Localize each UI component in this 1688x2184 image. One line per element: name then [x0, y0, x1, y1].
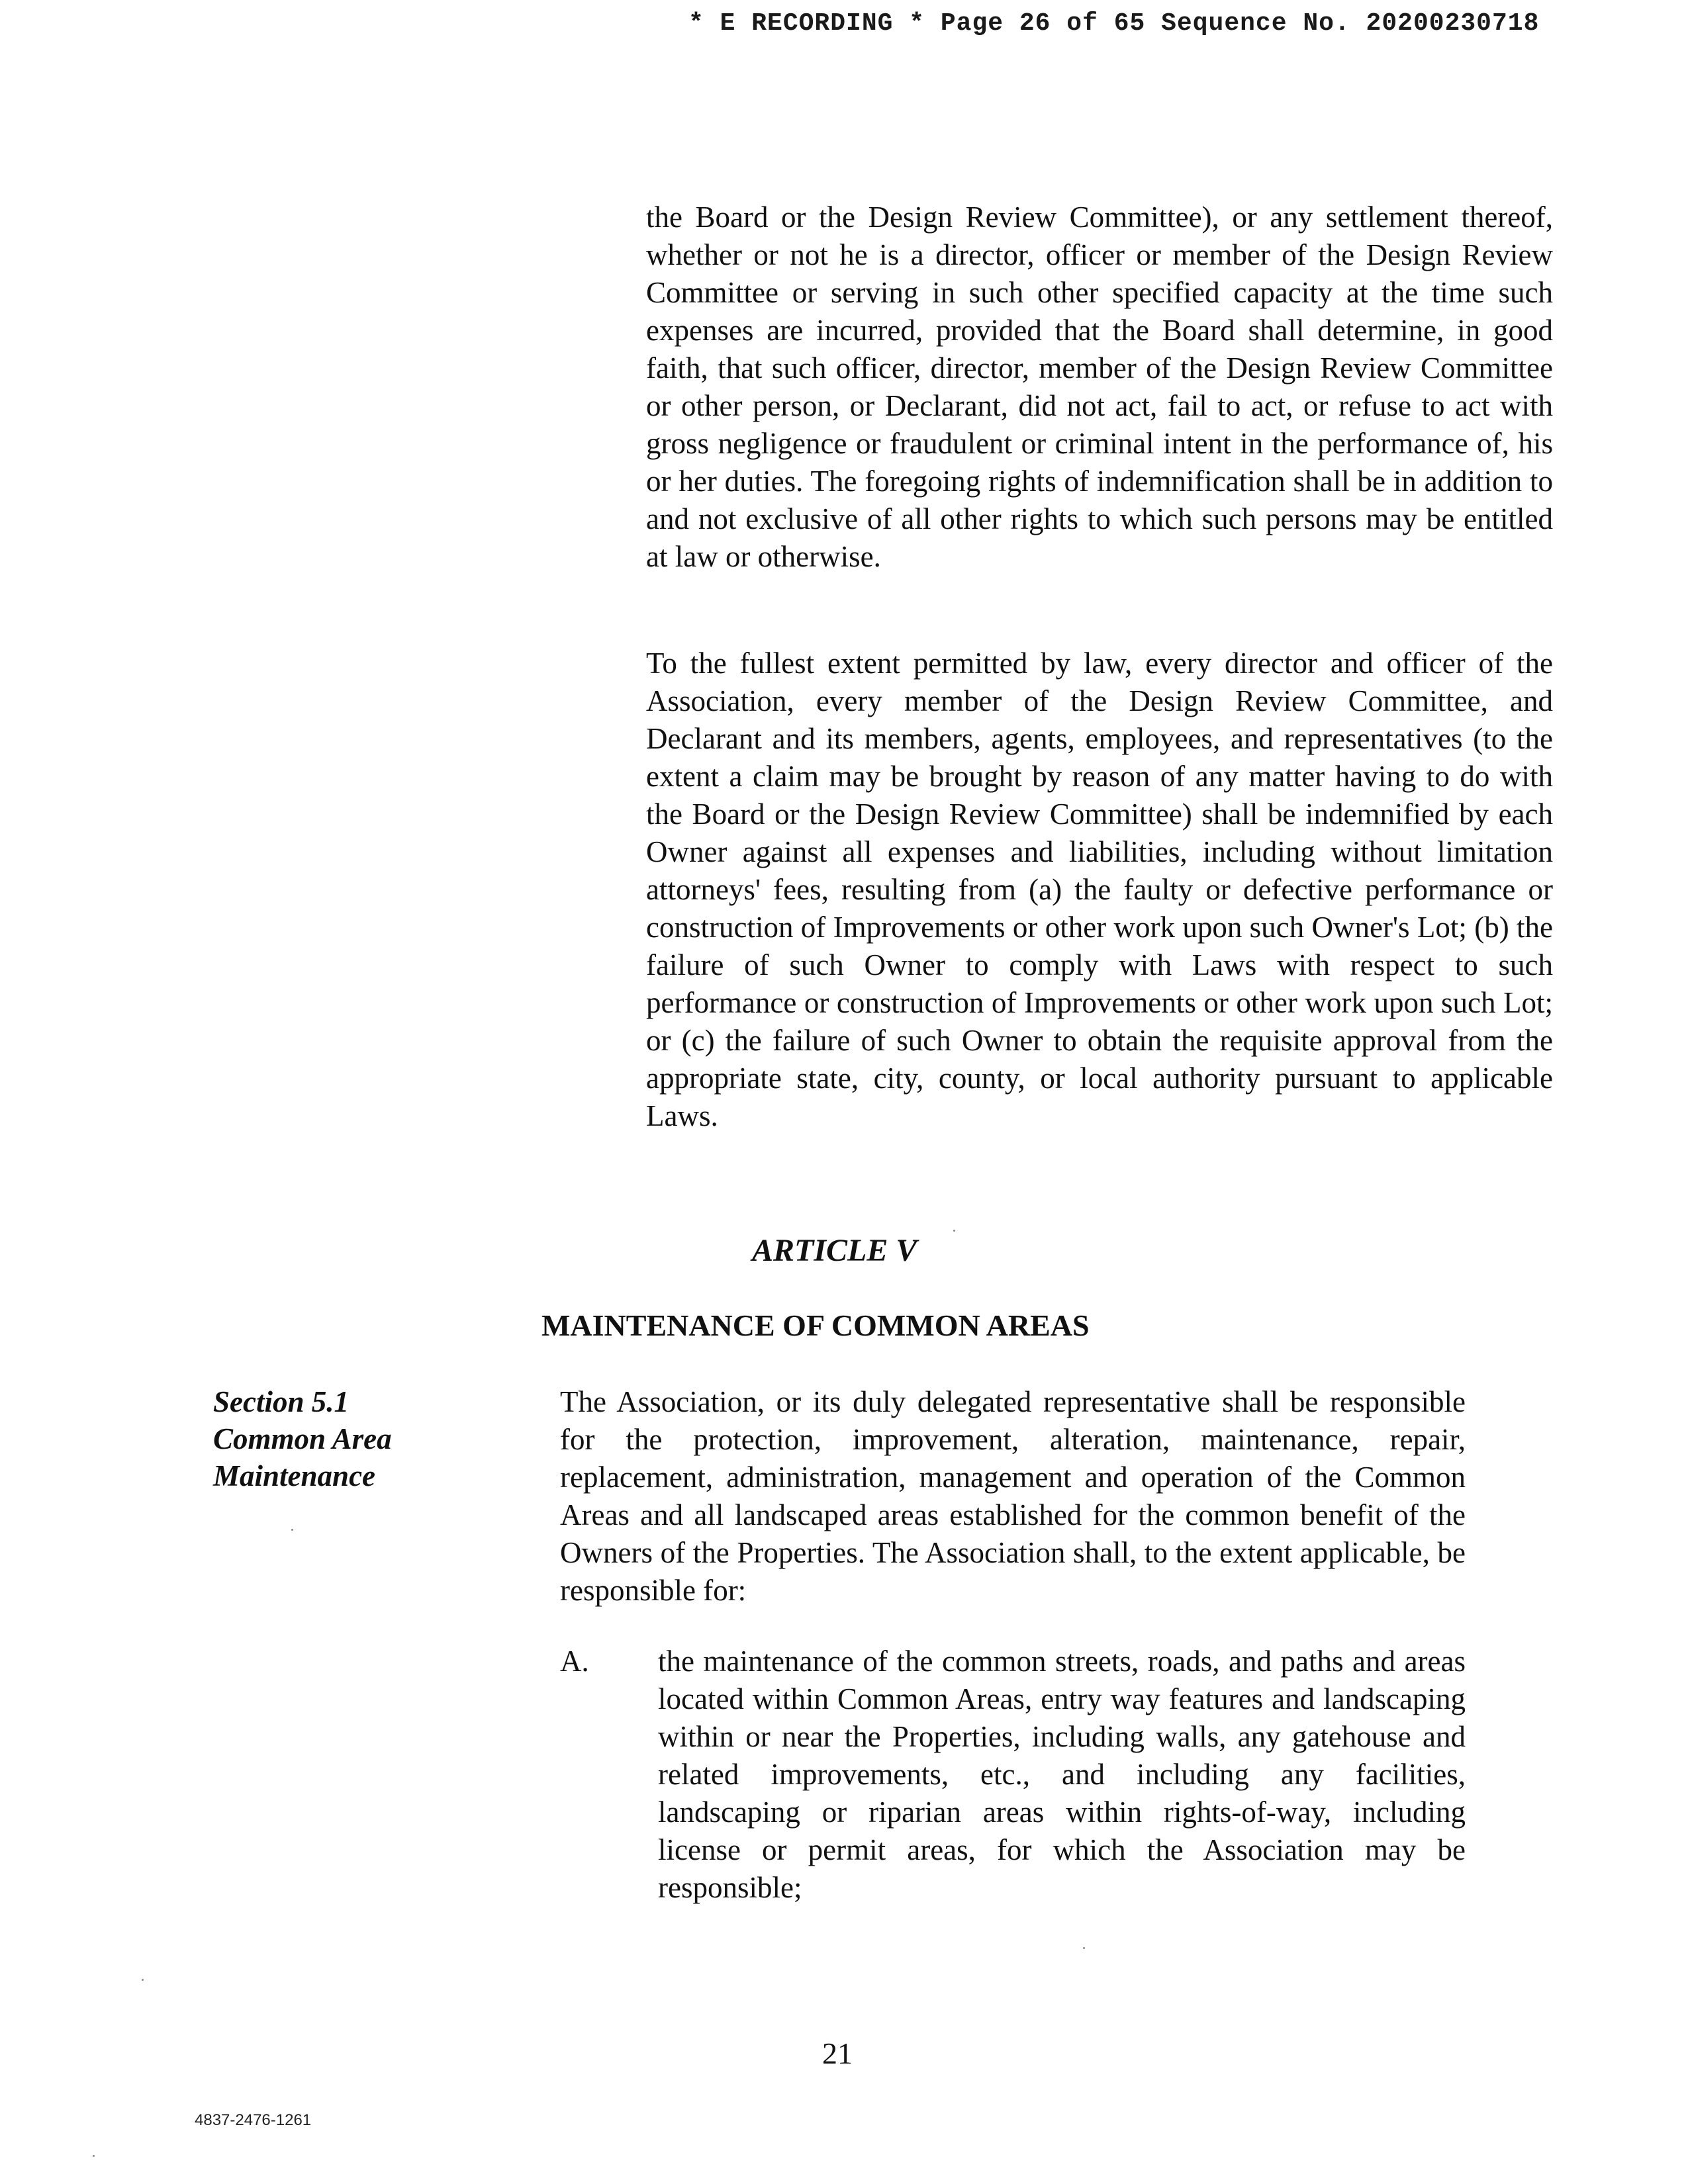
- owner-indemnification-paragraph: To the fullest extent permitted by law, every director and officer of the Association, every member of the Design Review Committee, and Declarant and its members, agents, employees, and representatives (to the extent a claim may be brought by reason of any matter having to do with the Board or the Design Review Committee) shall be indemnified by each Owner against all expenses and liabilities, including without limitation attorneys' fees, resulting from (a) the faulty or defective performance or construction of Improvements or other work upon such Owner's Lot; (b) the failure of such Owner to comply with Laws with respect to such performance or construction of Improvements or other work upon such Lot; or (c) the failure of such Owner to obtain the requisite approval from the appropriate state, city, county, or local authority pursuant to applicable Laws.: [646, 647, 1553, 1132]
- article-title: MAINTENANCE OF COMMON AREAS: [541, 1308, 1090, 1342]
- scan-speck: [93, 2155, 95, 2157]
- indemnification-paragraph-continued: the Board or the Design Review Committee), or any settlement thereof, whether or not he is a director, officer or member of the Design Review Committee or serving in such other specified capacity at the time such expenses are incurred, provided that the Board shall determine, in good faith, that such officer, director, member of the Design Review Committee or other person, or Declarant, did not act, fail to act, or refuse to act with gross negligence or fraudulent or criminal intent in the performance of, his or her duties. The foregoing rights of indemnification shall be in addition to and not exclusive of all other rights to which such persons may be entitled at law or otherwise.: [646, 201, 1553, 573]
- section-title-line-2: Maintenance: [213, 1459, 376, 1492]
- scan-speck: [291, 1529, 293, 1531]
- section-number: Section 5.1: [213, 1385, 350, 1418]
- page-number: 21: [822, 2036, 853, 2070]
- list-item-text: the maintenance of the common streets, roads, and paths and areas located within Common Areas, entry way features and landscaping within or near the Properties, including walls, any gatehouse and related improvements, etc., and including any facilities, landscaping or riparian areas within rights-of-way, including license or permit areas, for which the Association may be responsible;: [658, 1645, 1466, 1904]
- section-title-line-1: Common Area: [213, 1422, 392, 1455]
- section-paragraph: The Association, or its duly delegated representative shall be responsible for the protection, improvement, alteration, maintenance, repair, replacement, administration, management and operation of the Common Areas and all landscaped areas established for the common benefit of the Owners of the Properties. The Association shall, to the extent applicable, be responsible for:: [560, 1385, 1466, 1607]
- list-item-marker: A.: [560, 1645, 589, 1678]
- article-number: ARTICLE V: [752, 1233, 917, 1268]
- recording-stamp: * E RECORDING * Page 26 of 65 Sequence No. 20200230718: [688, 9, 1540, 38]
- document-id: 4837-2476-1261: [195, 2111, 312, 2129]
- section-caption: [213, 1383, 465, 1494]
- scan-speck: [953, 1230, 955, 1232]
- scan-speck: [1083, 1947, 1085, 1949]
- scan-speck: [142, 1979, 144, 1981]
